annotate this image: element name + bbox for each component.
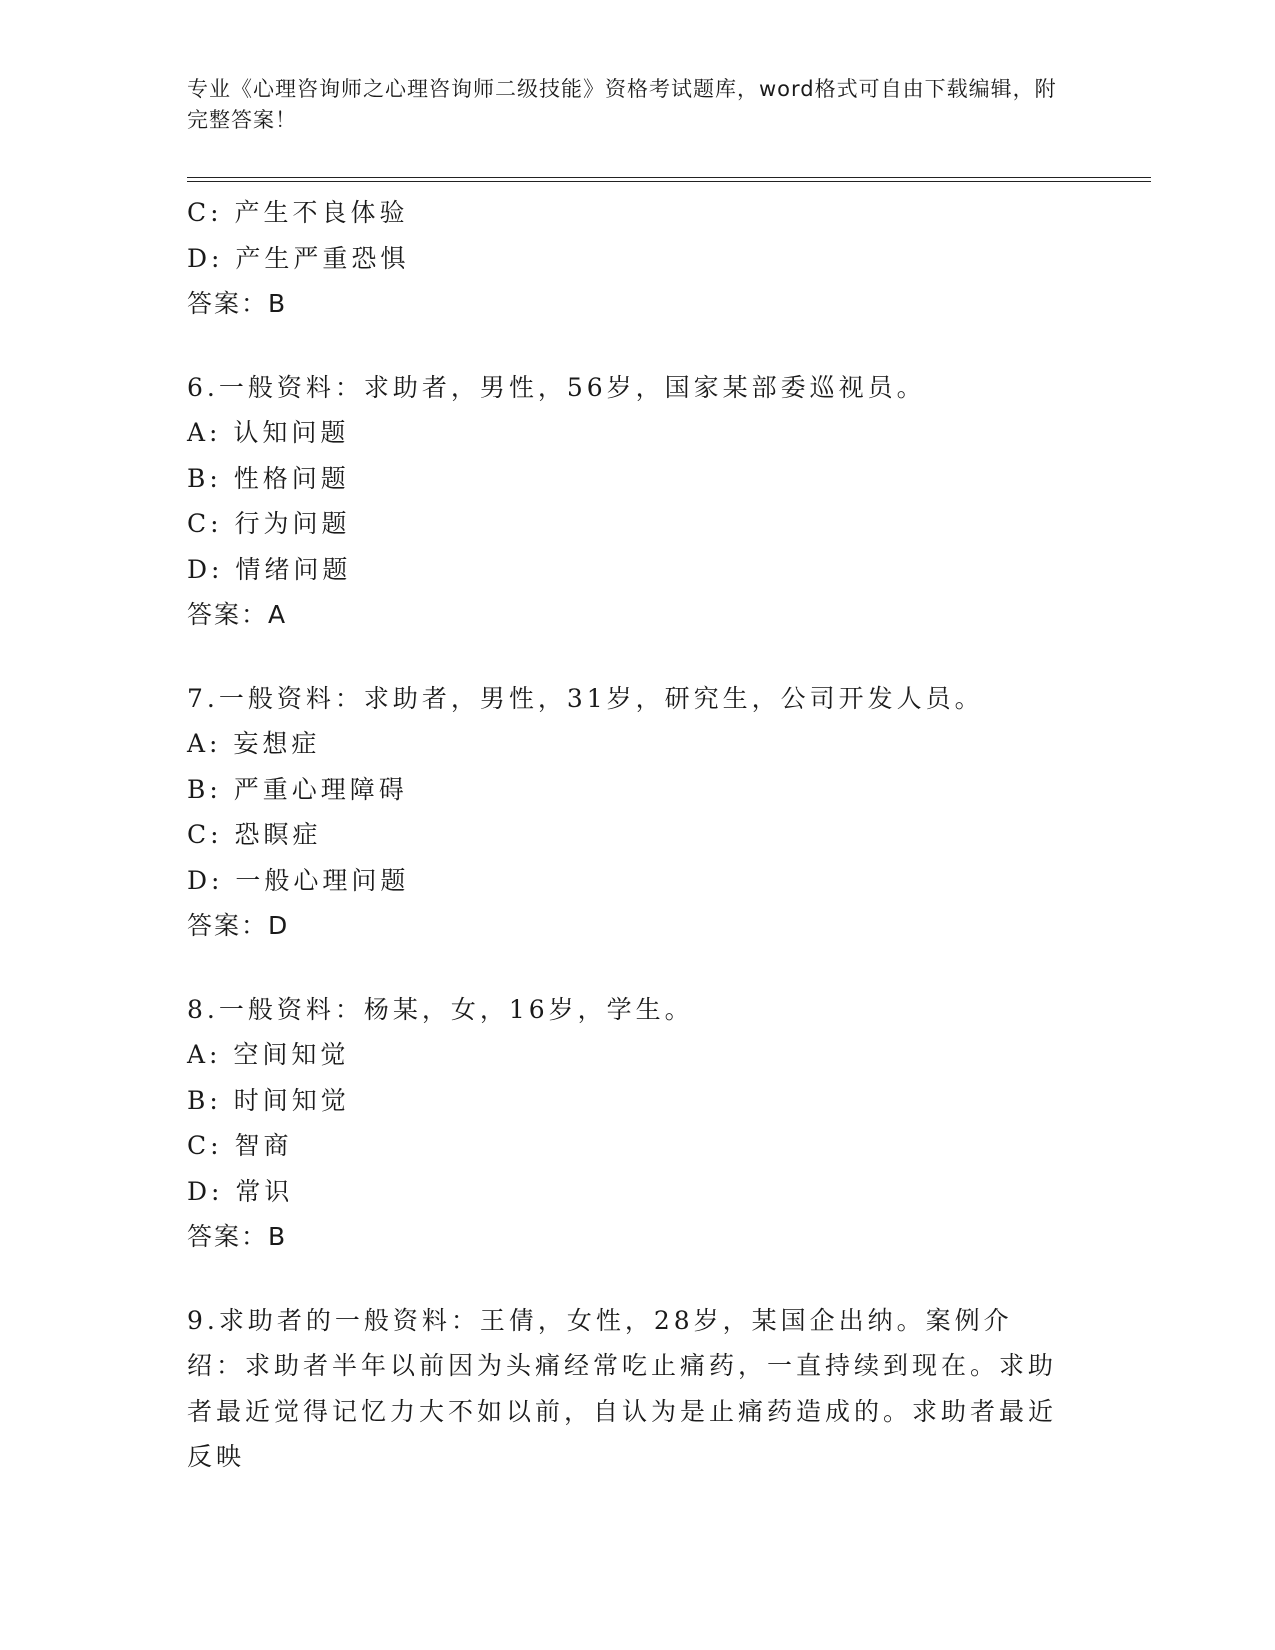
option-d: D: 情绪问题	[187, 554, 352, 584]
option-a: A: 认知问题	[187, 418, 350, 447]
question-list	[187, 190, 1067, 1480]
question-block-8	[187, 987, 1067, 1260]
option-a: A: 空间知觉	[187, 1040, 350, 1069]
option-d: D: 一般心理问题	[187, 865, 410, 895]
answer-line: 答案：D	[187, 911, 290, 940]
option-c: C: 智商	[187, 1131, 293, 1160]
question-block-7	[187, 676, 1067, 949]
option-b: B: 时间知觉	[187, 1085, 350, 1115]
question-block-prev	[187, 190, 1067, 327]
question-stem: 7.一般资料：求助者，男性，31岁，研究生，公司开发人员。	[187, 683, 984, 713]
option-d: D: 产生严重恐惧	[187, 243, 410, 273]
header-note: 专业《心理咨询师之心理咨询师二级技能》资格考试题库，word格式可自由下载编辑，附完整答案！	[187, 77, 1057, 132]
header-divider	[187, 177, 1151, 182]
option-b: B: 性格问题	[187, 463, 350, 493]
option-a: A: 妄想症	[187, 729, 321, 758]
question-block-6	[187, 365, 1067, 638]
option-c: C: 恐瞑症	[187, 820, 322, 849]
question-block-9	[187, 1298, 1067, 1480]
question-stem: 9.求助者的一般资料：王倩，女性，28岁，某国企出纳。案例介绍：求助者半年以前因为头痛经常吃止痛药，一直持续到现在。求助者最近觉得记忆力大不如以前，自认为是止痛药造成的。求助者最近反映	[187, 1305, 1058, 1471]
question-stem: 8.一般资料：杨某，女，16岁，学生。	[187, 994, 694, 1024]
option-c: C: 产生不良体验	[187, 198, 409, 227]
answer-line: 答案：A	[187, 600, 288, 629]
option-d: D: 常识	[187, 1176, 294, 1206]
answer-line: 答案：B	[187, 289, 288, 318]
question-stem: 6.一般资料：求助者，男性，56岁，国家某部委巡视员。	[187, 372, 926, 402]
answer-line: 答案：B	[187, 1222, 288, 1251]
option-c: C: 行为问题	[187, 509, 351, 538]
option-b: B: 严重心理障碍	[187, 774, 408, 804]
